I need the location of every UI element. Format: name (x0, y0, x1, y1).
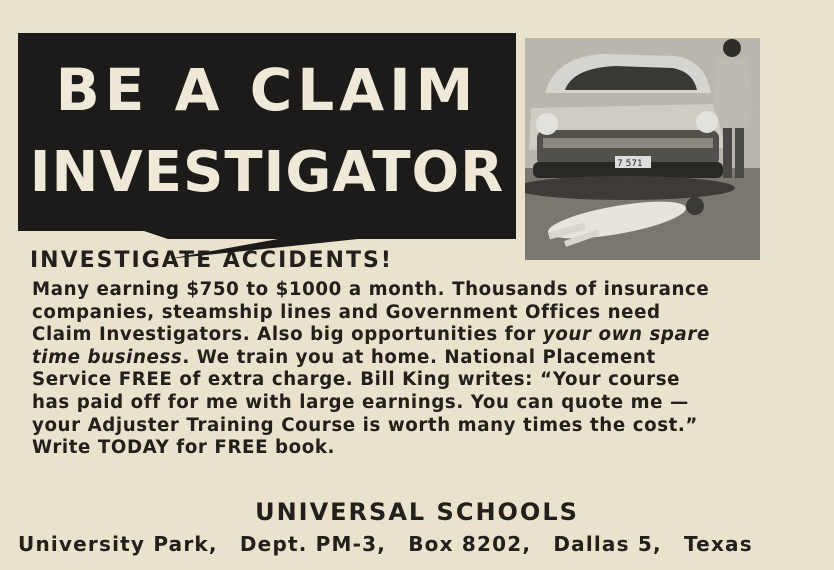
body-line-1: Many earning $750 to $1000 a month. Thousands of insurance (32, 279, 710, 300)
body-line-2: companies, steamship lines and Government Offices need (32, 301, 661, 323)
body-line-3-text: Claim Investigators. Also big opportunities for (32, 324, 543, 346)
body-line-7: your Adjuster Training Course is worth many times the cost.” (32, 414, 698, 436)
accident-photo-illustration (525, 38, 760, 260)
subheading: INVESTIGATE ACCIDENTS! (30, 248, 393, 273)
body-line-6: has paid off for me with large earnings. You can quote me — (32, 391, 689, 413)
license-plate: 7 571 (617, 159, 643, 169)
headline-banner (18, 33, 516, 231)
body-line-4-italic: time business (32, 346, 183, 368)
address-part-1: University Park, (18, 532, 218, 556)
address-part-4: Dallas 5, (553, 532, 662, 556)
body-copy (32, 279, 804, 460)
mailing-address (18, 532, 818, 556)
body-line-5: Service FREE of extra charge. Bill King writes: “Your course (32, 369, 681, 391)
company-name: UNIVERSAL SCHOOLS (255, 498, 579, 526)
body-line-3 (32, 324, 804, 347)
body-line-3-italic: your own spare (542, 324, 710, 346)
address-part-2: Dept. PM-3, (239, 532, 387, 556)
body-line-4-text: . We train you at home. National Placement (182, 346, 656, 368)
address-part-3: Box 8202, (408, 532, 532, 556)
body-line-8: Write TODAY for FREE book. (32, 437, 336, 459)
headline-line-2: INVESTIGATOR (29, 140, 505, 205)
accident-photo (525, 38, 760, 260)
headline-line-1: BE A CLAIM (55, 56, 479, 124)
body-line-4 (32, 347, 804, 370)
address-part-5: Texas (684, 532, 753, 556)
